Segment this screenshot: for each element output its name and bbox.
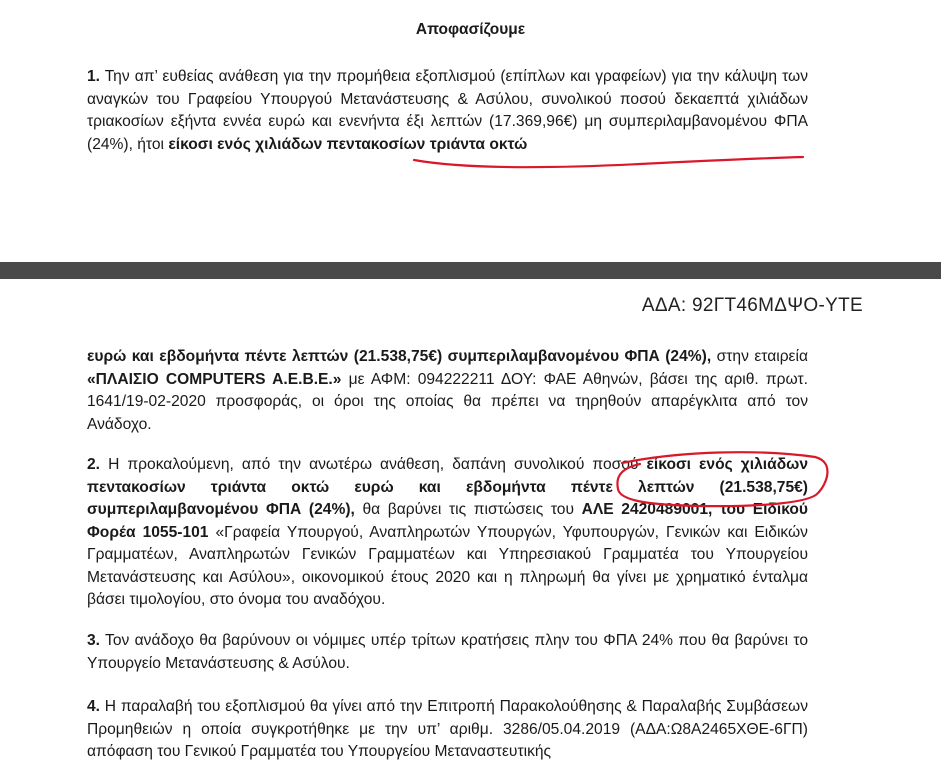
item-text: Η παραλαβή του εξοπλισμού θα γίνει από την Επιτροπή Παρακολούθησης & Παραλαβής Συμβάσεων Προμηθειών η οποία συγκροτήθηκε με την υπ’ αριθμ. 3286/05.04.2019 (ΑΔΑ:Ω8Α2465ΧΘΕ-6ΓΠ) απόφαση του Γενικού Γραμματέα του Υπουργείου Μεταναστευτικής: [87, 698, 808, 760]
item-text: «Γραφεία Υπουργού, Αναπληρωτών Υπουργών, Υφυπουργών, Γενικών και Ειδικών Γραμματέων, Αναπληρωτών Γενικών Γραμματέων και Υπηρεσιακού Γραμματέα του Υπουργείου Μετανάστευσης και Ασύλου», οικονομικού έτους 2020 και η πληρωμή θα γίνει με χρηματικό ένταλμα βάσει τιμολογίου, στο όνομα του αναδόχου.: [87, 523, 808, 608]
decision-item-3: [87, 630, 808, 675]
amount-continued: ευρώ και εβδομήντα πέντε λεπτών (21.538,75€) συμπεριλαμβανομένου ΦΠΑ (24%),: [87, 348, 712, 365]
item-number: 4.: [87, 698, 101, 715]
decision-item-2: [87, 454, 808, 612]
item-text: με ΑΦΜ: 094222211 ΔΟΥ: ΦΑΕ Αθηνών, βάσει της αριθ. πρωτ. 1641/19-02-2020 προσφοράς, οι όροι της οποίας θα πρέπει να τηρηθούν απαρέγκλιτα από τον Ανάδοχο.: [87, 370, 808, 433]
item-text: Η προκαλούμενη, από την ανωτέρω ανάθεση, δαπάνη συνολικού ποσού: [100, 456, 647, 473]
item-amount-words: είκοσι ενός χιλιάδων πεντακοσίων τριάντα οκτώ: [168, 135, 528, 153]
ada-code: ΑΔΑ: 92ΓΤ46ΜΔΨΟ-ΥΤΕ: [641, 295, 863, 316]
budget-code: ΑΛΕ 2420489001, του Ειδικού Φορέα 1055-101: [87, 501, 808, 541]
item-text: Την απ’ ευθείας ανάθεση για την προμήθεια εξοπλισμού (επίπλων και γραφείων) για την κάλυψη των αναγκών του Γραφείου Υπουργού Μετανάστευσης & Ασύλου, συνολικού ποσού δεκαεπτά χιλιάδων τριακοσίων εξήντα εννέα ευρώ και ενενήντα έξι λεπτών (17.369,96€) μη συμπεριλαμβανομένου ΦΠΑ (24%), ήτοι: [87, 68, 808, 153]
document-page-bottom: [0, 279, 941, 760]
document-page-top: [0, 0, 941, 262]
item-amount: είκοσι ενός χιλιάδων πεντακοσίων τριάντα οκτώ ευρώ και εβδομήντα πέντε λεπτών (21.538,75€) συμπεριλαμβανομένου ΦΠΑ (24%),: [87, 456, 808, 518]
item-text: στην εταιρεία: [711, 348, 808, 365]
company-name: «ΠΛΑΙΣΙΟ COMPUTERS A.E.B.E.»: [87, 370, 342, 388]
decision-item-1-continued: [87, 346, 808, 436]
item-text: Τον ανάδοχο θα βαρύνουν οι νόμιμες υπέρ τρίτων κρατήσεις πλην του ΦΠΑ 24% που θα βαρύνει το Υπουργείο Μετανάστευσης & Ασύλου.: [87, 632, 808, 672]
item-number: 1.: [87, 68, 101, 85]
item-text: θα βαρύνει τις πιστώσεις του: [354, 501, 582, 518]
item-number: 3.: [87, 632, 101, 649]
page-separator: [0, 262, 941, 279]
decision-item-4: [87, 696, 808, 764]
decision-heading: Αποφασίζουμε: [415, 21, 526, 38]
item-number: 2.: [87, 456, 101, 473]
decision-item-1: [87, 66, 808, 156]
